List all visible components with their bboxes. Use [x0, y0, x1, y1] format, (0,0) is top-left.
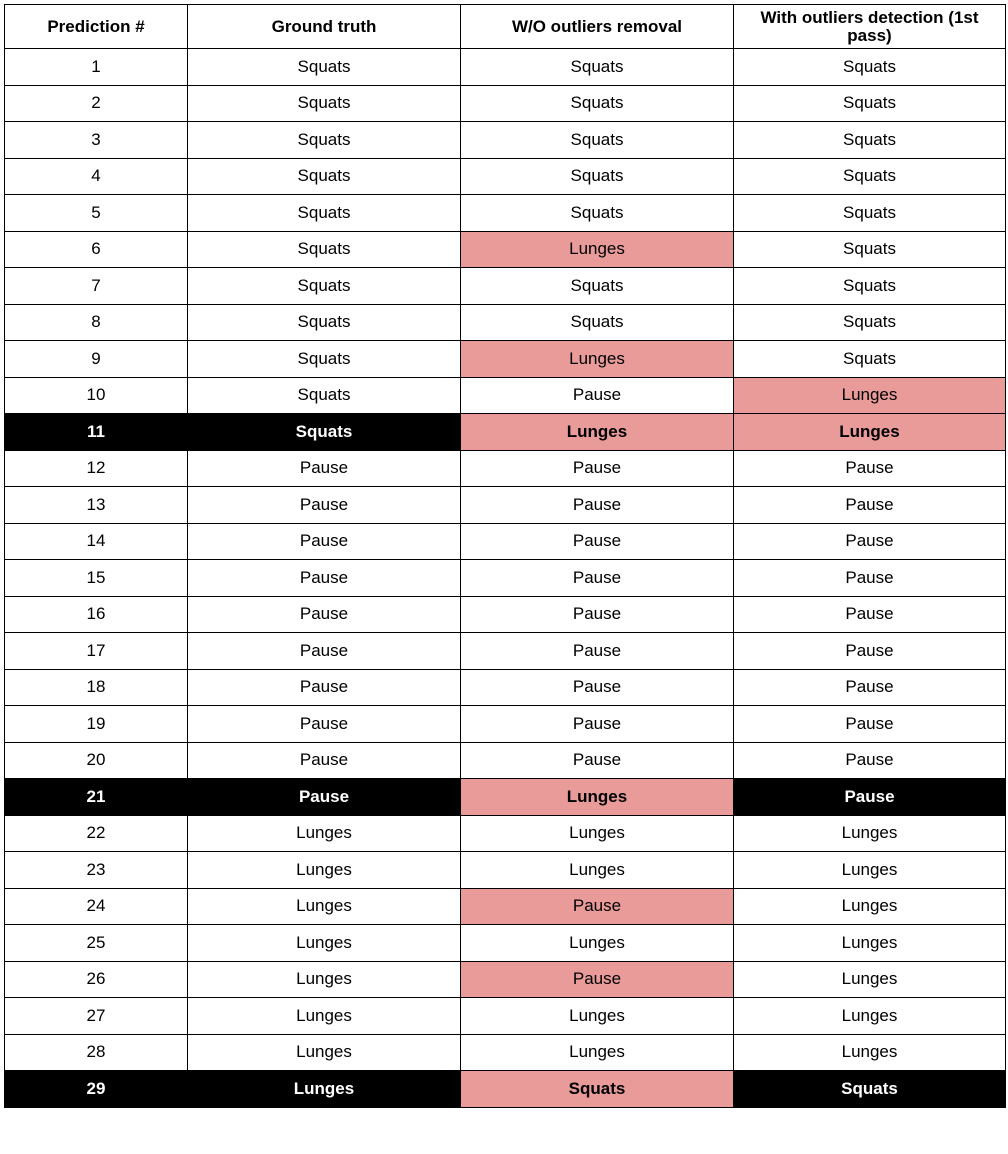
table-row — [5, 852, 1006, 889]
with-outliers-detection-cell: Squats — [734, 49, 1006, 86]
without-outliers-removal-cell: Squats — [461, 1071, 734, 1108]
with-outliers-detection-cell: Lunges — [734, 852, 1006, 889]
ground-truth-cell: Squats — [188, 377, 461, 414]
table-body — [5, 49, 1006, 1108]
with-outliers-detection-cell: Pause — [734, 742, 1006, 779]
ground-truth-cell: Pause — [188, 596, 461, 633]
ground-truth-cell: Squats — [188, 195, 461, 232]
prediction-number-cell: 8 — [5, 304, 188, 341]
table-container — [4, 4, 1006, 1108]
ground-truth-cell: Lunges — [188, 852, 461, 889]
without-outliers-removal-cell: Pause — [461, 742, 734, 779]
ground-truth-cell: Squats — [188, 341, 461, 378]
without-outliers-removal-cell: Lunges — [461, 779, 734, 816]
without-outliers-removal-cell: Pause — [461, 961, 734, 998]
prediction-number-cell: 18 — [5, 669, 188, 706]
ground-truth-cell: Squats — [188, 49, 461, 86]
without-outliers-removal-cell: Squats — [461, 304, 734, 341]
prediction-number-cell: 22 — [5, 815, 188, 852]
table-row — [5, 377, 1006, 414]
with-outliers-detection-cell: Pause — [734, 596, 1006, 633]
with-outliers-detection-cell: Lunges — [734, 815, 1006, 852]
table-row — [5, 596, 1006, 633]
prediction-number-cell: 16 — [5, 596, 188, 633]
prediction-number-cell: 19 — [5, 706, 188, 743]
predictions-table — [4, 4, 1006, 1108]
ground-truth-cell: Squats — [188, 304, 461, 341]
with-outliers-detection-cell: Pause — [734, 669, 1006, 706]
with-outliers-detection-cell: Pause — [734, 633, 1006, 670]
prediction-number-cell: 2 — [5, 85, 188, 122]
without-outliers-removal-cell: Pause — [461, 450, 734, 487]
with-outliers-detection-cell: Squats — [734, 304, 1006, 341]
table-row — [5, 304, 1006, 341]
without-outliers-removal-cell: Squats — [461, 268, 734, 305]
table-row — [5, 195, 1006, 232]
ground-truth-cell: Squats — [188, 122, 461, 159]
header-ground-truth: Ground truth — [188, 5, 461, 49]
prediction-number-cell: 1 — [5, 49, 188, 86]
table-row — [5, 122, 1006, 159]
ground-truth-cell: Lunges — [188, 925, 461, 962]
prediction-number-cell: 25 — [5, 925, 188, 962]
ground-truth-cell: Pause — [188, 633, 461, 670]
table-row — [5, 268, 1006, 305]
with-outliers-detection-cell: Lunges — [734, 888, 1006, 925]
ground-truth-cell: Lunges — [188, 998, 461, 1035]
table-row — [5, 414, 1006, 451]
with-outliers-detection-cell: Pause — [734, 487, 1006, 524]
ground-truth-cell: Pause — [188, 742, 461, 779]
header-without-outliers-removal: W/O outliers removal — [461, 5, 734, 49]
table-row — [5, 85, 1006, 122]
table-row — [5, 1071, 1006, 1108]
with-outliers-detection-cell: Lunges — [734, 998, 1006, 1035]
ground-truth-cell: Squats — [188, 414, 461, 451]
with-outliers-detection-cell: Pause — [734, 560, 1006, 597]
without-outliers-removal-cell: Lunges — [461, 998, 734, 1035]
prediction-number-cell: 24 — [5, 888, 188, 925]
prediction-number-cell: 4 — [5, 158, 188, 195]
prediction-number-cell: 21 — [5, 779, 188, 816]
ground-truth-cell: Squats — [188, 85, 461, 122]
table-row — [5, 231, 1006, 268]
without-outliers-removal-cell: Squats — [461, 195, 734, 232]
table-row — [5, 450, 1006, 487]
with-outliers-detection-cell: Squats — [734, 122, 1006, 159]
table-row — [5, 706, 1006, 743]
with-outliers-detection-cell: Pause — [734, 706, 1006, 743]
without-outliers-removal-cell: Pause — [461, 669, 734, 706]
ground-truth-cell: Pause — [188, 669, 461, 706]
with-outliers-detection-cell: Lunges — [734, 377, 1006, 414]
without-outliers-removal-cell: Lunges — [461, 925, 734, 962]
ground-truth-cell: Squats — [188, 268, 461, 305]
ground-truth-cell: Lunges — [188, 961, 461, 998]
prediction-number-cell: 27 — [5, 998, 188, 1035]
without-outliers-removal-cell: Pause — [461, 888, 734, 925]
prediction-number-cell: 9 — [5, 341, 188, 378]
table-row — [5, 888, 1006, 925]
without-outliers-removal-cell: Squats — [461, 85, 734, 122]
prediction-number-cell: 6 — [5, 231, 188, 268]
prediction-number-cell: 10 — [5, 377, 188, 414]
without-outliers-removal-cell: Lunges — [461, 815, 734, 852]
table-row — [5, 560, 1006, 597]
prediction-number-cell: 11 — [5, 414, 188, 451]
without-outliers-removal-cell: Pause — [461, 487, 734, 524]
ground-truth-cell: Pause — [188, 706, 461, 743]
with-outliers-detection-cell: Squats — [734, 341, 1006, 378]
with-outliers-detection-cell: Squats — [734, 231, 1006, 268]
ground-truth-cell: Pause — [188, 779, 461, 816]
prediction-number-cell: 28 — [5, 1034, 188, 1071]
ground-truth-cell: Pause — [188, 450, 461, 487]
with-outliers-detection-cell: Squats — [734, 158, 1006, 195]
prediction-number-cell: 12 — [5, 450, 188, 487]
ground-truth-cell: Squats — [188, 158, 461, 195]
without-outliers-removal-cell: Squats — [461, 49, 734, 86]
without-outliers-removal-cell: Lunges — [461, 341, 734, 378]
with-outliers-detection-cell: Squats — [734, 268, 1006, 305]
table-row — [5, 925, 1006, 962]
prediction-number-cell: 14 — [5, 523, 188, 560]
prediction-number-cell: 15 — [5, 560, 188, 597]
prediction-number-cell: 29 — [5, 1071, 188, 1108]
without-outliers-removal-cell: Lunges — [461, 231, 734, 268]
with-outliers-detection-cell: Squats — [734, 195, 1006, 232]
without-outliers-removal-cell: Lunges — [461, 414, 734, 451]
table-row — [5, 815, 1006, 852]
header-with-outliers-detection: With outliers detection (1st pass) — [734, 5, 1006, 49]
with-outliers-detection-cell: Squats — [734, 1071, 1006, 1108]
prediction-number-cell: 3 — [5, 122, 188, 159]
without-outliers-removal-cell: Pause — [461, 560, 734, 597]
without-outliers-removal-cell: Pause — [461, 523, 734, 560]
with-outliers-detection-cell: Pause — [734, 779, 1006, 816]
prediction-number-cell: 26 — [5, 961, 188, 998]
with-outliers-detection-cell: Pause — [734, 523, 1006, 560]
table-row — [5, 998, 1006, 1035]
table-row — [5, 961, 1006, 998]
table-row — [5, 158, 1006, 195]
table-row — [5, 779, 1006, 816]
with-outliers-detection-cell: Pause — [734, 450, 1006, 487]
prediction-number-cell: 23 — [5, 852, 188, 889]
ground-truth-cell: Pause — [188, 487, 461, 524]
ground-truth-cell: Lunges — [188, 888, 461, 925]
header-row — [5, 5, 1006, 49]
without-outliers-removal-cell: Pause — [461, 633, 734, 670]
prediction-number-cell: 13 — [5, 487, 188, 524]
without-outliers-removal-cell: Pause — [461, 706, 734, 743]
table-row — [5, 742, 1006, 779]
table-row — [5, 1034, 1006, 1071]
table-row — [5, 341, 1006, 378]
without-outliers-removal-cell: Pause — [461, 377, 734, 414]
ground-truth-cell: Lunges — [188, 1034, 461, 1071]
ground-truth-cell: Squats — [188, 231, 461, 268]
prediction-number-cell: 17 — [5, 633, 188, 670]
with-outliers-detection-cell: Lunges — [734, 961, 1006, 998]
without-outliers-removal-cell: Lunges — [461, 1034, 734, 1071]
ground-truth-cell: Pause — [188, 523, 461, 560]
with-outliers-detection-cell: Squats — [734, 85, 1006, 122]
table-row — [5, 523, 1006, 560]
ground-truth-cell: Pause — [188, 560, 461, 597]
table-row — [5, 49, 1006, 86]
prediction-number-cell: 5 — [5, 195, 188, 232]
table-row — [5, 633, 1006, 670]
table-row — [5, 669, 1006, 706]
without-outliers-removal-cell: Squats — [461, 158, 734, 195]
with-outliers-detection-cell: Lunges — [734, 414, 1006, 451]
ground-truth-cell: Lunges — [188, 1071, 461, 1108]
without-outliers-removal-cell: Lunges — [461, 852, 734, 889]
prediction-number-cell: 20 — [5, 742, 188, 779]
table-row — [5, 487, 1006, 524]
ground-truth-cell: Lunges — [188, 815, 461, 852]
header-prediction-number: Prediction # — [5, 5, 188, 49]
with-outliers-detection-cell: Lunges — [734, 925, 1006, 962]
prediction-number-cell: 7 — [5, 268, 188, 305]
without-outliers-removal-cell: Squats — [461, 122, 734, 159]
without-outliers-removal-cell: Pause — [461, 596, 734, 633]
with-outliers-detection-cell: Lunges — [734, 1034, 1006, 1071]
